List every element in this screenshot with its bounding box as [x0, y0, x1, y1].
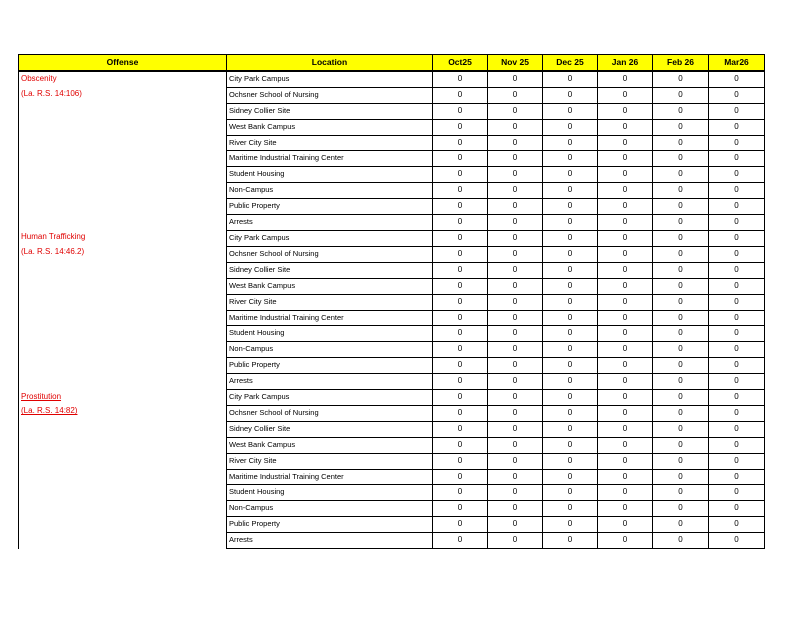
value-cell: 0 — [488, 135, 543, 151]
value-cell: 0 — [709, 453, 765, 469]
value-cell: 0 — [488, 342, 543, 358]
value-cell: 0 — [488, 230, 543, 246]
location-cell: River City Site — [227, 453, 433, 469]
value-cell: 0 — [488, 405, 543, 421]
value-cell: 0 — [653, 103, 709, 119]
value-cell: 0 — [653, 199, 709, 215]
value-cell: 0 — [543, 151, 598, 167]
location-cell: Ochsner School of Nursing — [227, 87, 433, 103]
table-header — [19, 55, 765, 71]
value-cell: 0 — [653, 215, 709, 231]
value-cell: 0 — [543, 517, 598, 533]
value-cell: 0 — [598, 278, 653, 294]
value-cell: 0 — [543, 405, 598, 421]
value-cell: 0 — [488, 485, 543, 501]
value-cell: 0 — [598, 485, 653, 501]
value-cell: 0 — [598, 230, 653, 246]
value-cell: 0 — [709, 437, 765, 453]
value-cell: 0 — [709, 151, 765, 167]
value-cell: 0 — [598, 374, 653, 390]
value-cell: 0 — [709, 103, 765, 119]
value-cell: 0 — [598, 167, 653, 183]
value-cell: 0 — [488, 437, 543, 453]
value-cell: 0 — [433, 501, 488, 517]
value-cell: 0 — [709, 390, 765, 406]
value-cell: 0 — [433, 151, 488, 167]
location-cell: Arrests — [227, 215, 433, 231]
value-cell: 0 — [433, 262, 488, 278]
value-cell: 0 — [709, 405, 765, 421]
value-cell: 0 — [709, 119, 765, 135]
value-cell: 0 — [488, 246, 543, 262]
location-cell: Non-Campus — [227, 183, 433, 199]
value-cell: 0 — [433, 453, 488, 469]
value-cell: 0 — [488, 310, 543, 326]
value-cell: 0 — [543, 262, 598, 278]
value-cell: 0 — [598, 103, 653, 119]
header-offense: Offense — [19, 55, 227, 71]
value-cell: 0 — [598, 246, 653, 262]
value-cell: 0 — [433, 469, 488, 485]
value-cell: 0 — [709, 374, 765, 390]
value-cell: 0 — [488, 215, 543, 231]
location-cell: West Bank Campus — [227, 437, 433, 453]
value-cell: 0 — [543, 103, 598, 119]
value-cell: 0 — [653, 469, 709, 485]
header-dec25: Dec 25 — [543, 55, 598, 71]
value-cell: 0 — [709, 294, 765, 310]
value-cell: 0 — [709, 485, 765, 501]
value-cell: 0 — [433, 485, 488, 501]
value-cell: 0 — [653, 485, 709, 501]
value-cell: 0 — [488, 533, 543, 549]
value-cell: 0 — [598, 358, 653, 374]
value-cell: 0 — [709, 167, 765, 183]
value-cell: 0 — [543, 230, 598, 246]
value-cell: 0 — [433, 517, 488, 533]
value-cell: 0 — [598, 342, 653, 358]
value-cell: 0 — [488, 119, 543, 135]
value-cell: 0 — [709, 262, 765, 278]
value-cell: 0 — [543, 135, 598, 151]
value-cell: 0 — [598, 453, 653, 469]
value-cell: 0 — [488, 183, 543, 199]
location-cell: Maritime Industrial Training Center — [227, 310, 433, 326]
value-cell: 0 — [433, 246, 488, 262]
value-cell: 0 — [543, 71, 598, 87]
header-jan26: Jan 26 — [598, 55, 653, 71]
value-cell: 0 — [598, 135, 653, 151]
value-cell: 0 — [653, 326, 709, 342]
value-cell: 0 — [653, 262, 709, 278]
value-cell: 0 — [653, 119, 709, 135]
value-cell: 0 — [543, 390, 598, 406]
value-cell: 0 — [653, 390, 709, 406]
value-cell: 0 — [433, 103, 488, 119]
location-cell: River City Site — [227, 135, 433, 151]
value-cell: 0 — [653, 151, 709, 167]
value-cell: 0 — [488, 501, 543, 517]
value-cell: 0 — [709, 230, 765, 246]
value-cell: 0 — [653, 167, 709, 183]
value-cell: 0 — [488, 358, 543, 374]
value-cell: 0 — [598, 215, 653, 231]
value-cell: 0 — [543, 453, 598, 469]
value-cell: 0 — [488, 151, 543, 167]
value-cell: 0 — [598, 87, 653, 103]
value-cell: 0 — [433, 437, 488, 453]
value-cell: 0 — [598, 469, 653, 485]
location-cell: River City Site — [227, 294, 433, 310]
location-cell: West Bank Campus — [227, 278, 433, 294]
value-cell: 0 — [433, 183, 488, 199]
location-cell: West Bank Campus — [227, 119, 433, 135]
value-cell: 0 — [653, 135, 709, 151]
location-cell: Sidney Collier Site — [227, 262, 433, 278]
value-cell: 0 — [433, 374, 488, 390]
value-cell: 0 — [598, 183, 653, 199]
table-body — [19, 71, 765, 549]
value-cell: 0 — [433, 390, 488, 406]
value-cell: 0 — [433, 167, 488, 183]
offense-citation: (La. R.S. 14:106) — [21, 88, 82, 98]
offense-cell — [19, 230, 227, 389]
value-cell: 0 — [488, 103, 543, 119]
location-cell: Public Property — [227, 199, 433, 215]
value-cell: 0 — [598, 533, 653, 549]
value-cell: 0 — [653, 310, 709, 326]
value-cell: 0 — [598, 262, 653, 278]
value-cell: 0 — [543, 183, 598, 199]
value-cell: 0 — [488, 469, 543, 485]
value-cell: 0 — [433, 71, 488, 87]
value-cell: 0 — [709, 183, 765, 199]
location-cell: Ochsner School of Nursing — [227, 405, 433, 421]
value-cell: 0 — [433, 533, 488, 549]
value-cell: 0 — [653, 405, 709, 421]
value-cell: 0 — [543, 167, 598, 183]
value-cell: 0 — [598, 151, 653, 167]
value-cell: 0 — [433, 199, 488, 215]
value-cell: 0 — [543, 310, 598, 326]
location-cell: City Park Campus — [227, 71, 433, 87]
value-cell: 0 — [709, 278, 765, 294]
value-cell: 0 — [598, 405, 653, 421]
location-cell: Arrests — [227, 374, 433, 390]
table-row — [19, 230, 765, 246]
location-cell: Arrests — [227, 533, 433, 549]
value-cell: 0 — [653, 230, 709, 246]
value-cell: 0 — [488, 517, 543, 533]
value-cell: 0 — [488, 421, 543, 437]
header-row — [19, 55, 765, 71]
value-cell: 0 — [653, 501, 709, 517]
value-cell: 0 — [488, 453, 543, 469]
value-cell: 0 — [709, 517, 765, 533]
location-cell: Maritime Industrial Training Center — [227, 151, 433, 167]
value-cell: 0 — [543, 326, 598, 342]
value-cell: 0 — [709, 87, 765, 103]
value-cell: 0 — [543, 437, 598, 453]
value-cell: 0 — [433, 119, 488, 135]
value-cell: 0 — [598, 517, 653, 533]
value-cell: 0 — [543, 199, 598, 215]
value-cell: 0 — [709, 310, 765, 326]
value-cell: 0 — [543, 501, 598, 517]
value-cell: 0 — [709, 533, 765, 549]
value-cell: 0 — [653, 453, 709, 469]
value-cell: 0 — [433, 342, 488, 358]
value-cell: 0 — [488, 278, 543, 294]
value-cell: 0 — [653, 87, 709, 103]
value-cell: 0 — [543, 87, 598, 103]
value-cell: 0 — [543, 294, 598, 310]
value-cell: 0 — [653, 421, 709, 437]
value-cell: 0 — [433, 358, 488, 374]
location-cell: Non-Campus — [227, 501, 433, 517]
location-cell: Student Housing — [227, 326, 433, 342]
value-cell: 0 — [433, 294, 488, 310]
value-cell: 0 — [543, 215, 598, 231]
value-cell: 0 — [433, 278, 488, 294]
value-cell: 0 — [598, 501, 653, 517]
offense-citation: (La. R.S. 14:46.2) — [21, 247, 85, 257]
value-cell: 0 — [433, 326, 488, 342]
crime-stats-table — [18, 54, 765, 549]
value-cell: 0 — [543, 358, 598, 374]
offense-name: Obscenity — [21, 73, 57, 83]
value-cell: 0 — [653, 342, 709, 358]
value-cell: 0 — [709, 326, 765, 342]
location-cell: Sidney Collier Site — [227, 103, 433, 119]
value-cell: 0 — [433, 87, 488, 103]
value-cell: 0 — [488, 294, 543, 310]
value-cell: 0 — [598, 390, 653, 406]
offense-name: Prostitution — [21, 391, 62, 401]
value-cell: 0 — [598, 294, 653, 310]
value-cell: 0 — [543, 342, 598, 358]
value-cell: 0 — [488, 199, 543, 215]
value-cell: 0 — [598, 119, 653, 135]
location-cell: Public Property — [227, 517, 433, 533]
value-cell: 0 — [709, 199, 765, 215]
value-cell: 0 — [653, 374, 709, 390]
value-cell: 0 — [433, 421, 488, 437]
value-cell: 0 — [709, 342, 765, 358]
value-cell: 0 — [433, 310, 488, 326]
value-cell: 0 — [653, 183, 709, 199]
value-cell: 0 — [488, 374, 543, 390]
value-cell: 0 — [709, 71, 765, 87]
value-cell: 0 — [709, 501, 765, 517]
header-location: Location — [227, 55, 433, 71]
location-cell: Sidney Collier Site — [227, 421, 433, 437]
value-cell: 0 — [543, 119, 598, 135]
value-cell: 0 — [598, 437, 653, 453]
location-cell: Non-Campus — [227, 342, 433, 358]
table-row — [19, 390, 765, 406]
value-cell: 0 — [543, 485, 598, 501]
value-cell: 0 — [598, 71, 653, 87]
value-cell: 0 — [543, 469, 598, 485]
value-cell: 0 — [433, 135, 488, 151]
location-cell: Student Housing — [227, 167, 433, 183]
value-cell: 0 — [653, 533, 709, 549]
offense-citation: (La. R.S. 14:82) — [21, 406, 78, 416]
value-cell: 0 — [433, 405, 488, 421]
value-cell: 0 — [543, 278, 598, 294]
table-row — [19, 71, 765, 87]
value-cell: 0 — [653, 278, 709, 294]
value-cell: 0 — [433, 230, 488, 246]
value-cell: 0 — [488, 167, 543, 183]
value-cell: 0 — [709, 421, 765, 437]
value-cell: 0 — [488, 71, 543, 87]
value-cell: 0 — [598, 199, 653, 215]
value-cell: 0 — [543, 246, 598, 262]
value-cell: 0 — [543, 533, 598, 549]
header-oct25: Oct25 — [433, 55, 488, 71]
value-cell: 0 — [653, 358, 709, 374]
location-cell: Ochsner School of Nursing — [227, 246, 433, 262]
value-cell: 0 — [488, 326, 543, 342]
value-cell: 0 — [598, 326, 653, 342]
location-cell: Public Property — [227, 358, 433, 374]
header-nov25: Nov 25 — [488, 55, 543, 71]
value-cell: 0 — [653, 246, 709, 262]
value-cell: 0 — [488, 262, 543, 278]
offense-cell — [19, 390, 227, 549]
value-cell: 0 — [709, 469, 765, 485]
location-cell: Student Housing — [227, 485, 433, 501]
value-cell: 0 — [598, 421, 653, 437]
value-cell: 0 — [543, 421, 598, 437]
offense-name: Human Trafficking — [21, 232, 86, 242]
value-cell: 0 — [488, 87, 543, 103]
location-cell: Maritime Industrial Training Center — [227, 469, 433, 485]
header-feb26: Feb 26 — [653, 55, 709, 71]
value-cell: 0 — [709, 246, 765, 262]
value-cell: 0 — [543, 374, 598, 390]
value-cell: 0 — [709, 215, 765, 231]
value-cell: 0 — [653, 71, 709, 87]
value-cell: 0 — [653, 294, 709, 310]
header-mar26: Mar26 — [709, 55, 765, 71]
value-cell: 0 — [433, 215, 488, 231]
location-cell: City Park Campus — [227, 230, 433, 246]
value-cell: 0 — [653, 437, 709, 453]
value-cell: 0 — [598, 310, 653, 326]
value-cell: 0 — [653, 517, 709, 533]
location-cell: City Park Campus — [227, 390, 433, 406]
offense-cell — [19, 71, 227, 231]
value-cell: 0 — [709, 135, 765, 151]
value-cell: 0 — [488, 390, 543, 406]
value-cell: 0 — [709, 358, 765, 374]
